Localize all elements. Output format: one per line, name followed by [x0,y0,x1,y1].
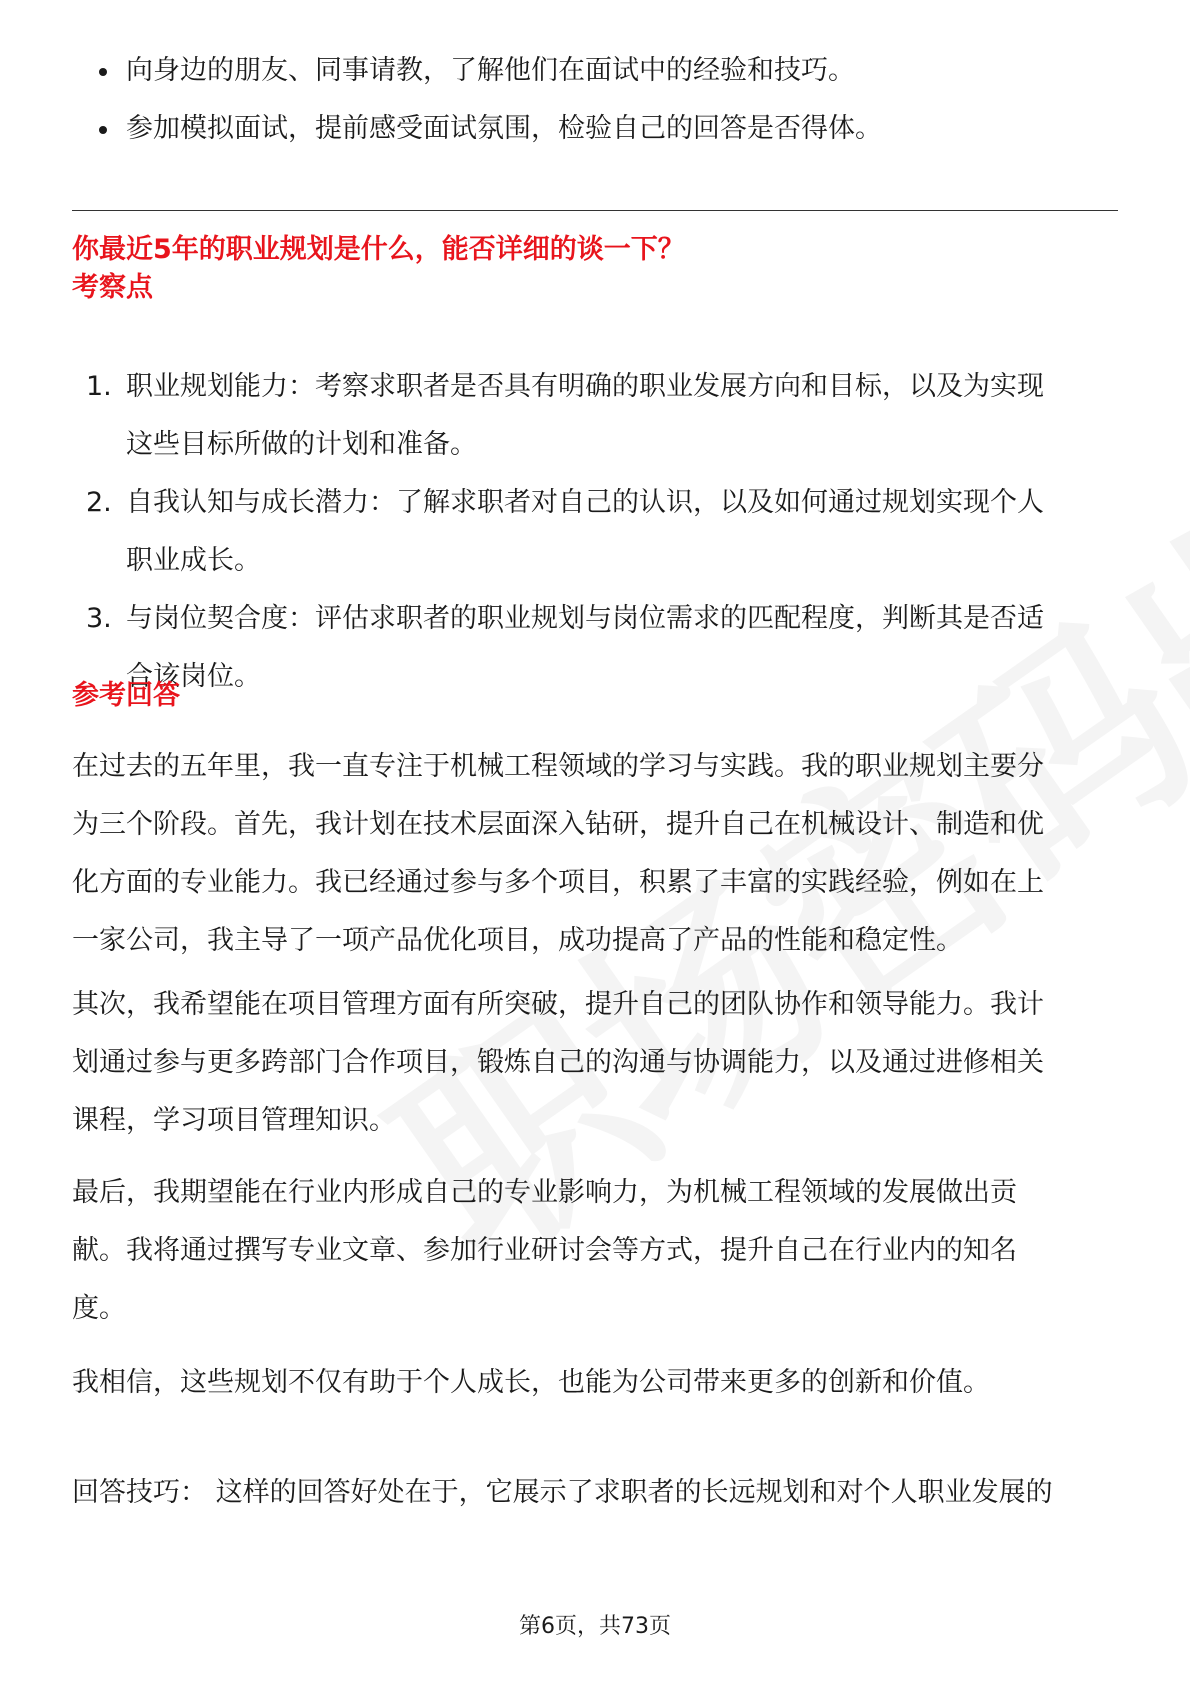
paragraph-line: 度。 [72,1293,126,1324]
question-heading: 你最近5年的职业规划是什么，能否详细的谈一下？ [72,234,685,265]
answer-tip-paragraph [72,1464,1118,1522]
bullet-text: 向身边的朋友、同事请教，了解他们在面试中的经验和技巧。 [126,55,855,86]
list-item [72,474,1118,590]
list-item [72,358,1118,474]
item-text-line: 职业成长。 [126,545,261,576]
bullet-text: 参加模拟面试，提前感受面试氛围，检验自己的回答是否得体。 [126,113,882,144]
assessment-list [72,358,1118,706]
paragraph-line: 我相信，这些规划不仅有助于个人成长，也能为公司带来更多的创新和价值。 [72,1367,990,1398]
answer-paragraph [72,1164,1118,1338]
answer-paragraph [72,1354,1118,1412]
tips-bullet-list [72,42,1118,158]
page-number-footer: 第6页，共73页 [519,1614,671,1639]
paragraph-line: 献。我将通过撰写专业文章、参加行业研讨会等方式，提升自己在行业内的知名 [72,1235,1017,1266]
paragraph-line: 最后，我期望能在行业内形成自己的专业影响力，为机械工程领域的发展做出贡 [72,1177,1017,1208]
paragraph-line: 其次，我希望能在项目管理方面有所突破，提升自己的团队协作和领导能力。我计 [72,989,1044,1020]
list-item [72,42,1118,100]
answer-label: 参考回答 [72,680,180,711]
assessment-label: 考察点 [72,272,153,303]
item-number: 3. [86,603,112,634]
section-divider [72,210,1118,211]
paragraph-line: 为三个阶段。首先，我计划在技术层面深入钻研，提升自己在机械设计、制造和优 [72,809,1044,840]
list-item [72,590,1118,706]
paragraph-line: 化方面的专业能力。我已经通过参与多个项目，积累了丰富的实践经验，例如在上 [72,867,1044,898]
item-text-line: 职业规划能力：考察求职者是否具有明确的职业发展方向和目标，以及为实现 [126,371,1044,402]
item-text-line: 与岗位契合度：评估求职者的职业规划与岗位需求的匹配程度，判断其是否适 [126,603,1044,634]
item-text-line: 自我认知与成长潜力：了解求职者对自己的认识，以及如何通过规划实现个人 [126,487,1044,518]
paragraph-line: 课程，学习项目管理知识。 [72,1105,396,1136]
item-number: 2. [86,487,112,518]
item-text-line: 合该岗位。 [126,661,261,692]
paragraph-line: 在过去的五年里，我一直专注于机械工程领域的学习与实践。我的职业规划主要分 [72,751,1044,782]
answer-paragraph [72,738,1118,970]
item-text-line: 这些目标所做的计划和准备。 [126,429,477,460]
bullet-dot-icon [99,126,107,134]
paragraph-line: 一家公司，我主导了一项产品优化项目，成功提高了产品的性能和稳定性。 [72,925,963,956]
item-number: 1. [86,371,112,402]
answer-paragraph [72,976,1118,1150]
paragraph-line: 回答技巧： 这样的回答好处在于，它展示了求职者的长远规划和对个人职业发展的 [72,1477,1053,1508]
bullet-dot-icon [99,68,107,76]
list-item [72,100,1118,158]
paragraph-line: 划通过参与更多跨部门合作项目，锻炼自己的沟通与协调能力，以及通过进修相关 [72,1047,1044,1078]
